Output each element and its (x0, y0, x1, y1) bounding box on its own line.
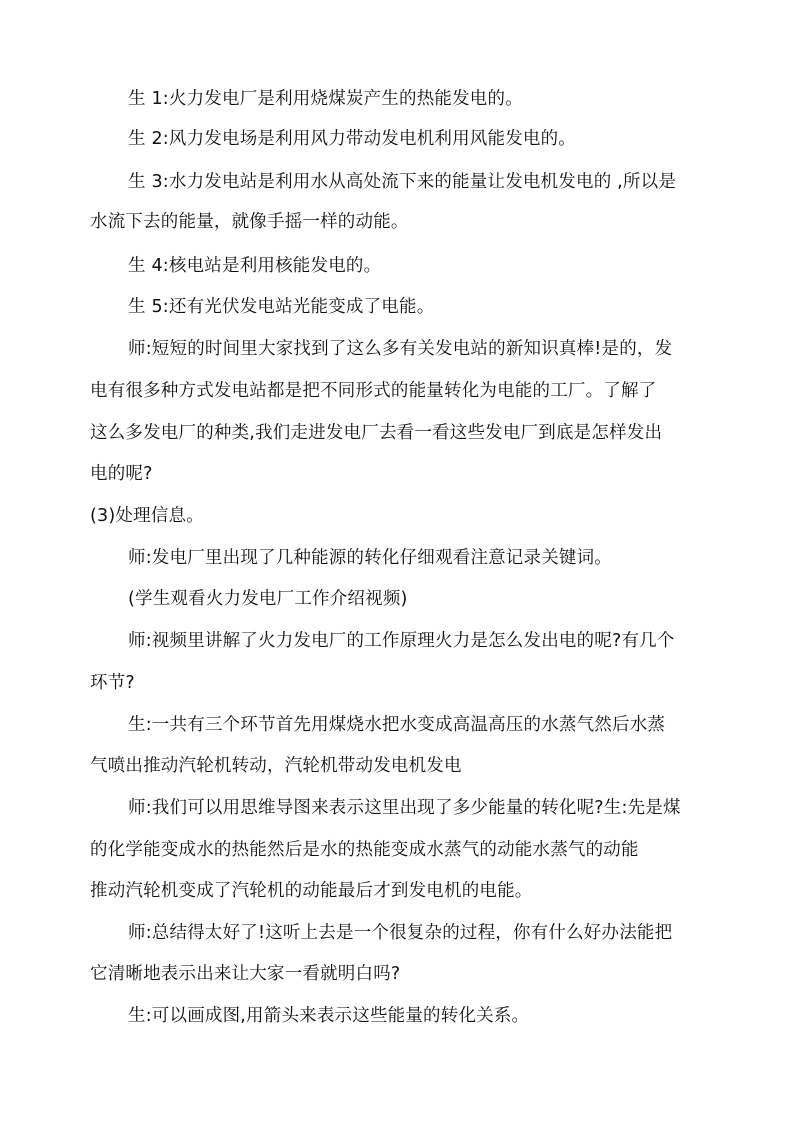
text-line: 生 5:还有光伏发电站光能变成了电能。 (128, 297, 435, 317)
text-line: 气喷出推动汽轮机转动，汽轮机带动发电机发电 (90, 756, 462, 776)
text-line: 生:可以画成图,用箭头来表示这些能量的转化关系。 (128, 1006, 530, 1026)
text-line: 生 3:水力发电站是利用水从高处流下来的能量让发电机发电的 ,所以是 (128, 172, 677, 192)
text-line: 环节? (90, 673, 135, 693)
text-line: 的化学能变成水的热能然后是水的热能变成水蒸气的动能水蒸气的动能 (90, 840, 639, 860)
text-line: 水流下去的能量，就像手摇一样的动能。 (90, 212, 409, 232)
text-line: 生 1:火力发电厂是利用烧煤炭产生的热能发电的。 (128, 89, 523, 109)
text-line: 推动汽轮机变成了汽轮机的动能最后才到发电机的电能。 (90, 881, 533, 901)
text-line: 生:一共有三个环节首先用煤烧水把水变成高温高压的水蒸气然后水蒸 (128, 715, 666, 735)
text-line: 师:我们可以用思维导图来表示这里出现了多少能量的转化呢?生:先是煤 (128, 798, 681, 818)
text-line: 电的呢? (90, 464, 153, 484)
text-line: (3)处理信息。 (90, 506, 204, 526)
text-line: 师:发电厂里出现了几种能源的转化仔细观看注意记录关键词。 (128, 548, 612, 568)
text-line: 这么多发电厂的种类,我们走进发电厂去看一看这些发电厂到底是怎样发出 (90, 423, 663, 443)
text-line: 电有很多种方式发电站都是把不同形式的能量转化为电能的工厂。了解了 (90, 381, 657, 401)
text-line: 师:视频里讲解了火力发电厂的工作原理火力是怎么发出电的呢?有几个 (128, 631, 675, 651)
text-line: 生 2:风力发电场是利用风力带动发电机利用风能发电的。 (128, 129, 576, 149)
text-line: 生 4:核电站是利用核能发电的。 (128, 256, 382, 276)
text-line: 它清晰地表示出来让大家一看就明白吗? (90, 964, 401, 984)
text-line: 师:总结得太好了!这听上去是一个很复杂的过程，你有什么好办法能把 (128, 923, 673, 943)
text-line: 师:短短的时间里大家找到了这么多有关发电站的新知识真棒!是的，发 (128, 339, 673, 359)
text-line: (学生观看火力发电厂工作介绍视频) (128, 589, 408, 609)
